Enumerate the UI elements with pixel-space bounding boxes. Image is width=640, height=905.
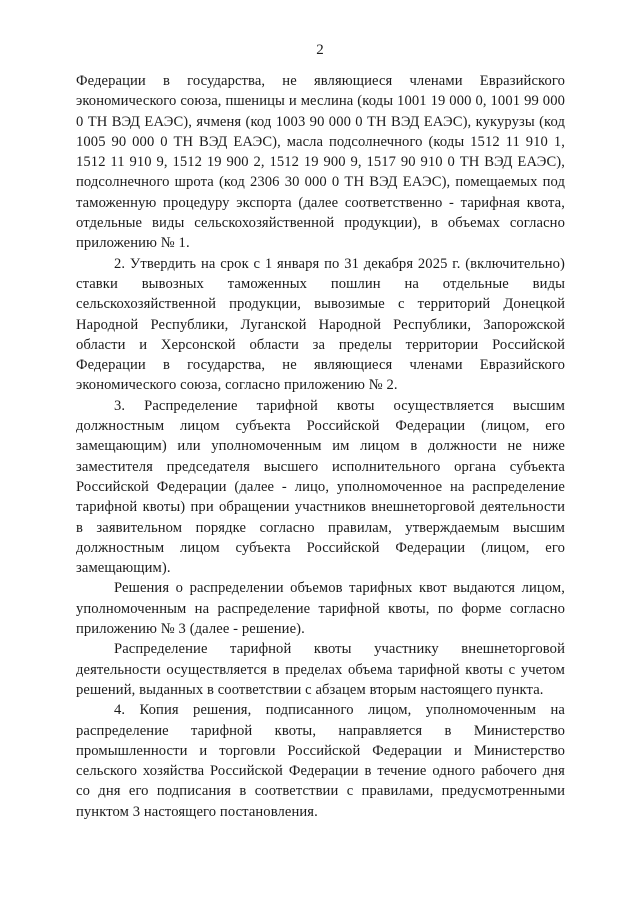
paragraph-continuation: Федерации в государства, не являющиеся членами Евразийского экономического союза, пшеницы и меслина (коды 1001 19 000 0, 1001 99 000 0 ТН ВЭД ЕАЭС), ячменя (код 1003 90 000 0 ТН ВЭД ЕАЭС), кукурузы (код 1005 90 000 0 ТН ВЭД ЕАЭС), масла подсолнечного (коды 1512 11 910 1, 1512 11 910 9, 1512 19 900 2, 1512 19 900 9, 1517 90 910 0 ТН ВЭД ЕАЭС), подсолнечного шрота (код 2306 30 000 0 ТН ВЭД ЕАЭС), помещаемых под таможенную процедуру экспорта (далее соответственно - тарифная квота, отдельные виды сельскохозяйственной продукции), в объемах согласно приложению № 1. — [76, 73, 565, 252]
page-number: 2 — [316, 42, 324, 58]
document-body — [76, 71, 565, 822]
paragraph-decisions: Решения о распределении объемов тарифных квот выдаются лицом, уполномоченным на распределение тарифной квоты, по форме согласно приложению № 3 (далее - решение). — [76, 580, 565, 638]
paragraph-item-3: 3. Распределение тарифной квоты осуществляется высшим должностным лицом субъекта Российской Федерации (лицом, его замещающим) или уполномоченным им лицом в должности не ниже заместителя председателя высшего исполнительного органа субъекта Российской Федерации (далее - лицо, уполномоченное на распределение тарифной квоты) при обращении участников внешнеторговой деятельности в заявительном порядке согласно правилам, утверждаемым высшим должностным лицом субъекта Российской Федерации (лицом, его замещающим). — [76, 397, 565, 577]
paragraph-item-4: 4. Копия решения, подписанного лицом, уполномоченным на распределение тарифной квоты, направляется в Министерство промышленности и торговли Российской Федерации и Министерство сельского хозяйства Российской Федерации в течение одного рабочего дня со дня его подписания в соответствии с правилами, предусмотренными пунктом 3 настоящего постановления. — [76, 702, 565, 820]
paragraph-distribution: Распределение тарифной квоты участнику внешнеторговой деятельности осуществляется в пределах объема тарифной квоты с учетом решений, выданных в соответствии с абзацем вторым настоящего пункта. — [76, 641, 565, 698]
paragraph-item-2: 2. Утвердить на срок с 1 января по 31 декабря 2025 г. (включительно) ставки вывозных таможенных пошлин на отдельные виды сельскохозяйственной продукции, вывозимые с территорий Донецкой Народной Республики, Луганской Народной Республики, Запорожской области и Херсонской области за пределы территории Российской Федерации в государства, не являющиеся членами Евразийского экономического союза, согласно приложению № 2. — [76, 255, 565, 394]
